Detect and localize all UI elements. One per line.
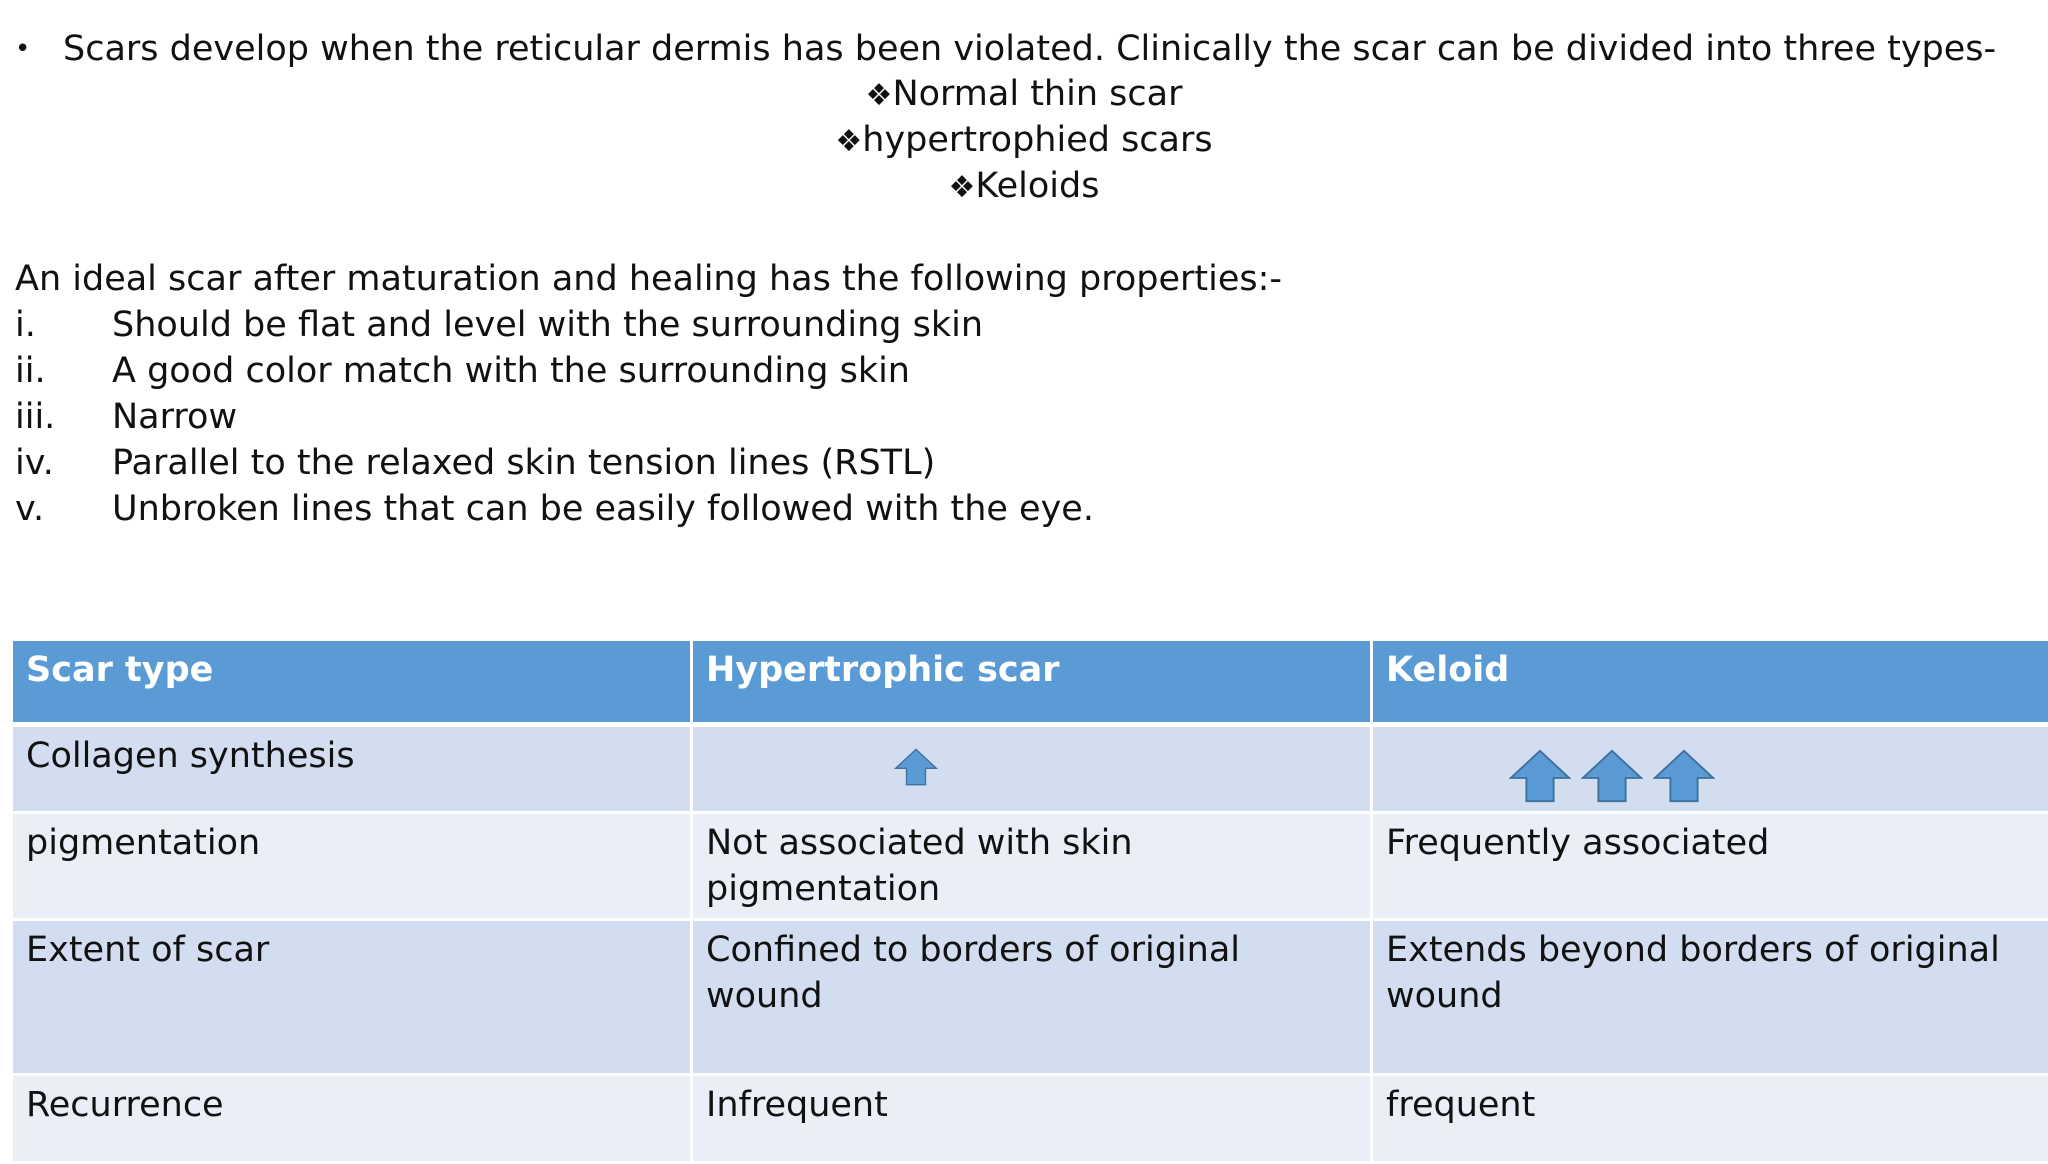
table-header-row (12, 640, 2048, 725)
property-item (15, 302, 1094, 348)
hypertrophic-cell: Confined to borders of original wound (692, 920, 1372, 1075)
keloid-cell: Frequently associated (1372, 813, 2048, 920)
row-label: Recurrence (12, 1075, 692, 1163)
table-row (12, 1075, 2048, 1163)
property-number: iii. (15, 394, 112, 440)
row-label: Extent of scar (12, 920, 692, 1075)
collagen-keloid-cell (1372, 725, 2048, 813)
ideal-scar-heading: An ideal scar after maturation and healing has the following properties:- (15, 256, 1282, 302)
keloid-cell: Extends beyond borders of original wound (1372, 920, 2048, 1075)
arrow-group (1509, 748, 1715, 804)
row-label: pigmentation (12, 813, 692, 920)
intro-bullet-text: Scars develop when the reticular dermis has been violated. Clinically the scar can be divided into three types- (63, 29, 1996, 69)
collagen-hypertrophic-cell (692, 725, 1372, 813)
property-item (15, 440, 1094, 486)
scar-type-item (0, 117, 2048, 163)
header-hypertrophic: Hypertrophic scar (692, 640, 1372, 725)
table-row (12, 920, 2048, 1075)
property-number: ii. (15, 348, 112, 394)
property-item (15, 348, 1094, 394)
up-arrow-icon (883, 748, 949, 786)
property-number: i. (15, 302, 112, 348)
keloid-cell: frequent (1372, 1075, 2048, 1163)
table-row (12, 813, 2048, 920)
property-number: v. (15, 486, 112, 532)
hypertrophic-cell: Infrequent (692, 1075, 1372, 1163)
scar-type-item (0, 163, 2048, 209)
diamond-bullet-icon: ❖ (835, 119, 862, 165)
bullet-marker: • (15, 26, 63, 72)
property-text: Parallel to the relaxed skin tension lines (RSTL) (112, 443, 935, 483)
header-keloid: Keloid (1372, 640, 2048, 725)
property-text: Unbroken lines that can be easily followed with the eye. (112, 489, 1094, 529)
diamond-bullet-icon: ❖ (866, 73, 893, 119)
property-text: Narrow (112, 397, 237, 437)
scar-type-item (0, 71, 2048, 117)
property-text: A good color match with the surrounding skin (112, 351, 910, 391)
header-scar-type: Scar type (12, 640, 692, 725)
property-item (15, 486, 1094, 532)
table-row (12, 725, 2048, 813)
diamond-bullet-icon: ❖ (949, 165, 976, 211)
property-text: Should be flat and level with the surrounding skin (112, 305, 983, 345)
up-arrow-icon (1581, 748, 1643, 804)
scar-type-label: Normal thin scar (892, 74, 1182, 114)
intro-bullet (15, 26, 1996, 72)
row-label: Collagen synthesis (12, 725, 692, 813)
hypertrophic-cell: Not associated with skin pigmentation (692, 813, 1372, 920)
scar-comparison-table (10, 638, 2048, 1164)
scar-types-list (0, 71, 2048, 209)
scar-type-label: Keloids (975, 166, 1099, 206)
property-item (15, 394, 1094, 440)
ideal-scar-properties (15, 302, 1094, 532)
up-arrow-icon (1509, 748, 1571, 804)
scar-type-label: hypertrophied scars (862, 120, 1212, 160)
up-arrow-icon (1653, 748, 1715, 804)
property-number: iv. (15, 440, 112, 486)
arrow-group (883, 748, 949, 786)
